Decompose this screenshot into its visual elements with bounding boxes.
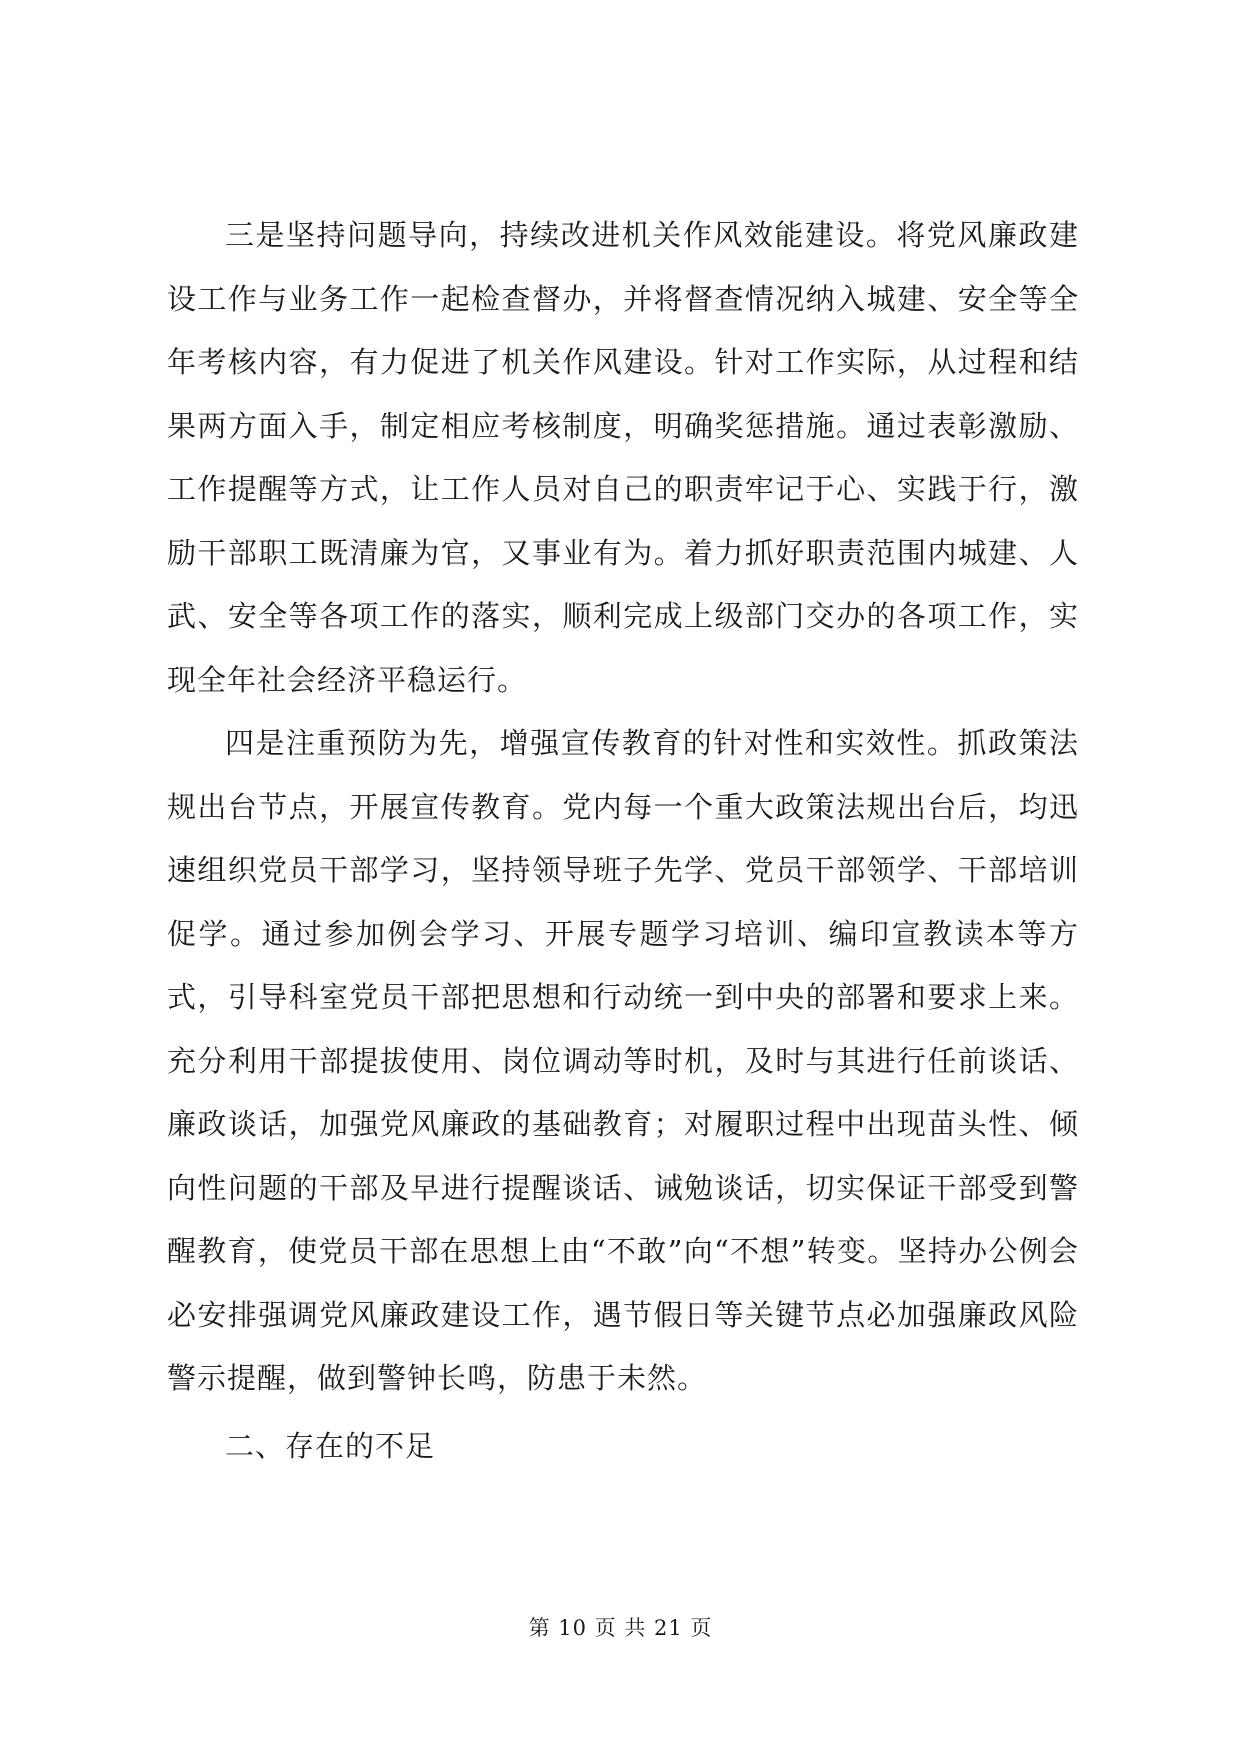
section-heading: 二、存在的不足 bbox=[225, 1428, 436, 1463]
paragraph-three: 三是坚持问题导向，持续改进机关作风效能建设。将党风廉政建设工作与业务工作一起检查督办，并将督查情况纳入城建、安全等全年考核内容，有力促进了机关作风建设。针对工作实际，从过程和结果两方面入手，制定相应考核制度，明确奖惩措施。通过表彰激励、工作提醒等方式，让工作人员对自己的职责牢记于心、实践于行，激励干部职工既清廉为官，又事业有为。着力抓好职责范围内城建、人武、安全等各项工作的落实，顺利完成上级部门交办的各项工作，实现全年社会经济平稳运行。 bbox=[167, 218, 1079, 697]
paragraph-four: 四是注重预防为先，增强宣传教育的针对性和实效性。抓政策法规出台节点，开展宣传教育。党内每一个重大政策法规出台后，均迅速组织党员干部学习，坚持领导班子先学、党员干部领学、干部培训促学。通过参加例会学习、开展专题学习培训、编印宣教读本等方式，引导科室党员干部把思想和行动统一到中央的部署和要求上来。充分利用干部提拔使用、岗位调动等时机，及时与其进行任前谈话、廉政谈话，加强党风廉政的基础教育；对履职过程中出现苗头性、倾向性问题的干部及早进行提醒谈话、诫勉谈话，切实保证干部受到警醒教育，使党员干部在思想上由“不敢”向“不想”转变。坚持办公例会必安排强调党风廉政建设工作，遇节假日等关键节点必加强廉政风险警示提醒，做到警钟长鸣，防患于未然。 bbox=[167, 726, 1079, 1395]
page-number-footer: 第 10 页 共 21 页 bbox=[528, 1616, 713, 1640]
document-body bbox=[167, 204, 1079, 1478]
